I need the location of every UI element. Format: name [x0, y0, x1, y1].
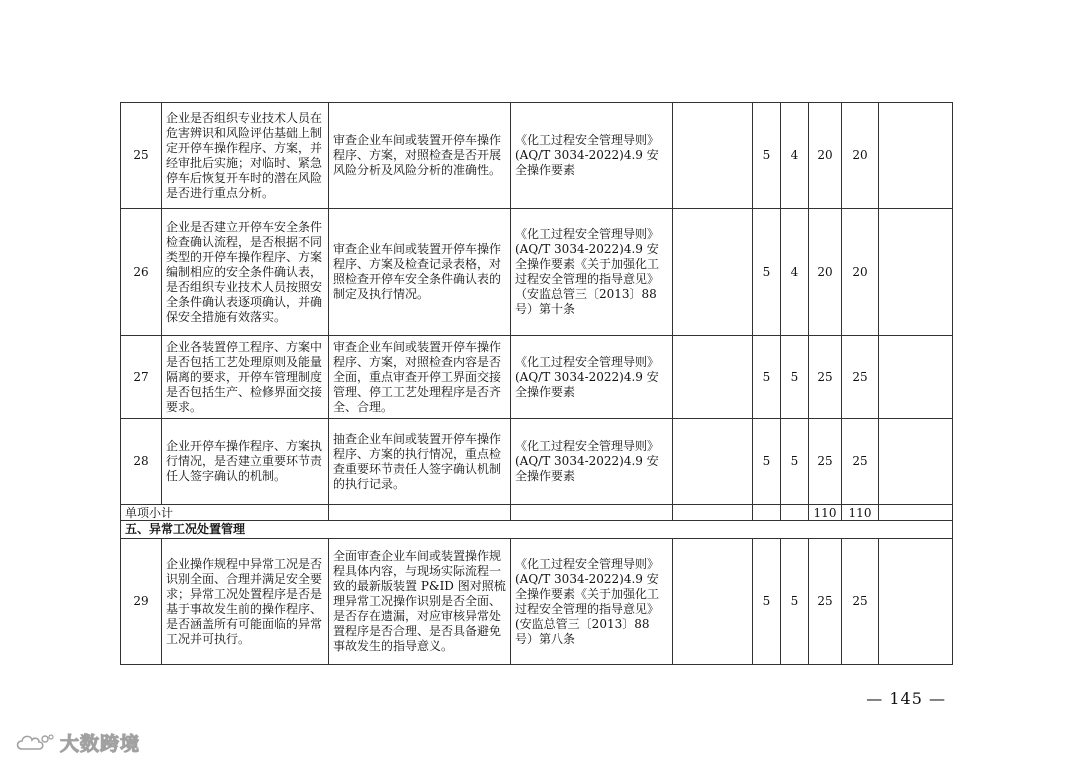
blank-cell [673, 505, 753, 521]
score-cell: 20 [842, 209, 879, 336]
value-cell: 4 [781, 209, 809, 336]
table-row [121, 419, 953, 505]
value-cell: 5 [753, 336, 781, 419]
blank-cell [781, 505, 809, 521]
subtotal-score: 110 [809, 505, 842, 521]
inspection-content: 企业开停车操作程序、方案执行情况，是否建立重要环节责任人签字确认的机制。 [162, 419, 329, 505]
blank-cell [673, 336, 753, 419]
blank-cell [753, 505, 781, 521]
score-cell: 25 [842, 539, 879, 665]
remark-cell [879, 209, 953, 336]
score-cell: 20 [842, 103, 879, 209]
value-cell: 5 [781, 336, 809, 419]
value-cell: 5 [753, 103, 781, 209]
table-row [121, 103, 953, 209]
value-cell: 5 [753, 209, 781, 336]
score-cell: 20 [809, 209, 842, 336]
remark-cell [879, 336, 953, 419]
blank-cell [673, 539, 753, 665]
watermark [14, 729, 140, 756]
item-number: 26 [121, 209, 162, 336]
score-cell: 25 [809, 336, 842, 419]
value-cell: 5 [753, 419, 781, 505]
score-cell: 25 [842, 419, 879, 505]
score-cell: 25 [809, 419, 842, 505]
inspection-content: 企业操作规程中异常工况是否识别全面、合理并满足安全要求；异常工况处置程序是否是基于事故发生前的操作程序、是否涵盖所有可能面临的异常工况并可执行。 [162, 539, 329, 665]
table-row [121, 336, 953, 419]
inspection-content: 企业是否组织专业技术人员在危害辨识和风险评估基础上制定开停车操作程序、方案，并经审批后实施；对临时、紧急停车后恢复开车时的潜在风险是否进行重点分析。 [162, 103, 329, 209]
inspection-basis: 《化工过程安全管理导则》(AQ/T 3034-2022)4.9 安全操作要素《关于加强化工过程安全管理的指导意见》(安监总管三〔2013〕88 号）第八条 [511, 539, 673, 665]
blank-cell [329, 505, 511, 521]
inspection-content: 企业是否建立开停车安全条件检查确认流程，是否根据不同类型的开停车操作程序、方案编制相应的安全条件确认表，是否组织专业技术人员按照安全条件确认表逐项确认，并确保安全措施有效落实。 [162, 209, 329, 336]
inspection-table [120, 102, 953, 665]
inspection-basis: 《化工过程安全管理导则》(AQ/T 3034-2022)4.9 安全操作要素 [511, 103, 673, 209]
watermark-text: 大数跨境 [60, 733, 141, 755]
item-number: 28 [121, 419, 162, 505]
value-cell: 4 [781, 103, 809, 209]
item-number: 27 [121, 336, 162, 419]
inspection-method: 审查企业车间或装置开停车操作程序、方案，对照检查是否开展风险分析及风险分析的准确性。 [329, 103, 511, 209]
section-row [121, 521, 953, 539]
item-number: 29 [121, 539, 162, 665]
blank-cell [673, 419, 753, 505]
inspection-method: 审查企业车间或装置开停车操作程序、方案及检查记录表格，对照检查开停车安全条件确认表的制定及执行情况。 [329, 209, 511, 336]
score-cell: 25 [809, 539, 842, 665]
remark-cell [879, 539, 953, 665]
inspection-method: 抽查企业车间或装置开停车操作程序、方案的执行情况，重点检查重要环节责任人签字确认机制的执行记录。 [329, 419, 511, 505]
item-number: 25 [121, 103, 162, 209]
page-number: — 145 — [866, 689, 946, 708]
inspection-method: 全面审查企业车间或装置操作规程具体内容，与现场实际流程一致的最新版装置 P&ID 图对照梳理异常工况操作识别是否全面、是否存在遗漏，对应审核异常处置程序是否合理、是否具备避免事故发生的指导意义。 [329, 539, 511, 665]
subtotal-score: 110 [842, 505, 879, 521]
remark-cell [879, 103, 953, 209]
cloud-logo-icon [14, 731, 54, 755]
section-title: 五、异常工况处置管理 [121, 521, 953, 539]
inspection-basis: 《化工过程安全管理导则》(AQ/T 3034-2022)4.9 安全操作要素 [511, 336, 673, 419]
table-row [121, 539, 953, 665]
inspection-basis: 《化工过程安全管理导则》(AQ/T 3034-2022)4.9 安全操作要素《关于加强化工过程安全管理的指导意见》（安监总管三〔2013〕88 号）第十条 [511, 209, 673, 336]
score-cell: 20 [809, 103, 842, 209]
score-cell: 25 [842, 336, 879, 419]
subtotal-row [121, 505, 953, 521]
value-cell: 5 [781, 539, 809, 665]
subtotal-label: 单项小计 [121, 505, 329, 521]
inspection-method: 审查企业车间或装置开停车操作程序、方案，对照检查内容是否全面，重点审查开停工界面交接管理、停工工艺处理程序是否齐全、合理。 [329, 336, 511, 419]
inspection-basis: 《化工过程安全管理导则》(AQ/T 3034-2022)4.9 安全操作要素 [511, 419, 673, 505]
value-cell: 5 [781, 419, 809, 505]
blank-cell [879, 505, 953, 521]
blank-cell [673, 209, 753, 336]
value-cell: 5 [753, 539, 781, 665]
blank-cell [511, 505, 673, 521]
table-row [121, 209, 953, 336]
inspection-content: 企业各装置停工程序、方案中是否包括工艺处理原则及能量隔离的要求，开停车管理制度是否包括生产、检修界面交接要求。 [162, 336, 329, 419]
remark-cell [879, 419, 953, 505]
blank-cell [673, 103, 753, 209]
